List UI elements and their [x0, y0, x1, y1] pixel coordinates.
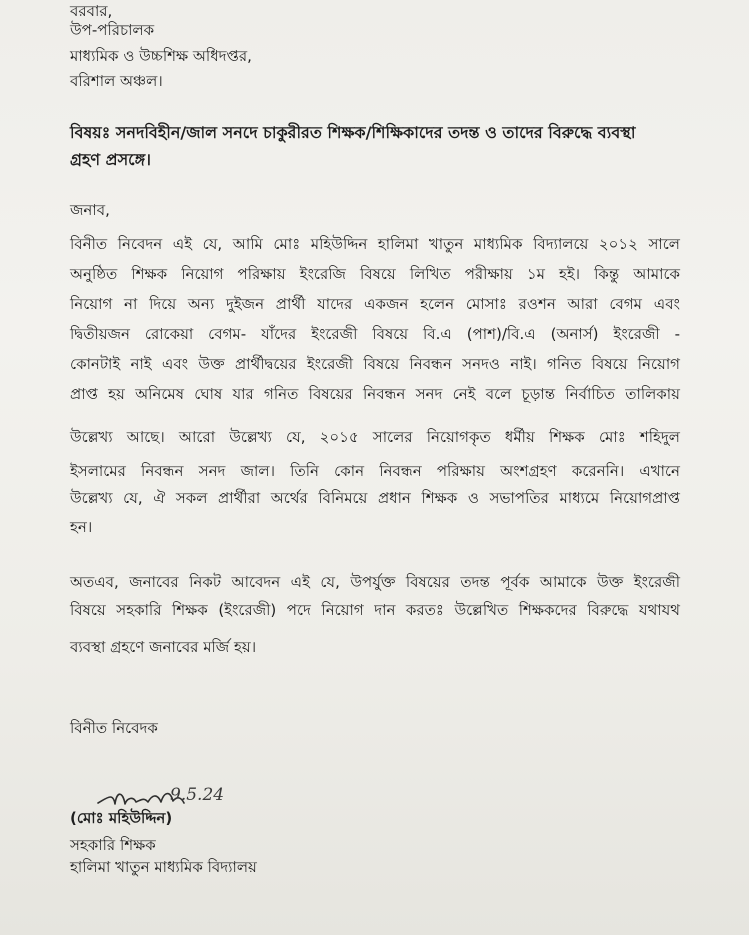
paragraph1-line-2: অনুষ্ঠিত শিক্ষক নিয়োগ পরিক্ষায় ইংরেজি বিষয়ে লিখিত পরীক্ষায় ১ম হই। কিন্তু আমাকে: [70, 265, 680, 283]
signatory-school: হালিমা খাতুন মাধ্যমিক বিদ্যালয়: [70, 858, 257, 876]
paragraph2-line-3: ব্যবস্থা গ্রহণে জনাবের মর্জি হয়।: [70, 638, 257, 656]
signature-date: 9.5.24: [170, 785, 225, 805]
paragraph1-line-3: নিয়োগ না দিয়ে অন্য দুইজন প্রার্থী যাদের একজন হলেন মোসাঃ রওশন আরা বেগম এবং: [70, 295, 680, 313]
paragraph1-line-10: হন।: [70, 518, 93, 536]
signatory-designation: সহকারি শিক্ষক: [70, 836, 156, 854]
recipient-greeting: বরবার,: [70, 2, 113, 20]
paragraph1-line-7: উল্লেখ্য আছে। আরো উল্লেখ্য যে, ২০১৫ সালের নিয়োগকৃত ধর্মীয় শিক্ষক মোঃ শহিদুল: [70, 428, 680, 446]
recipient-office: মাধ্যমিক ও উচ্চশিক্ষ অধিদপ্তর,: [70, 47, 252, 65]
paragraph1-line-1: বিনীত নিবেদন এই যে, আমি মোঃ মহিউদ্দিন হালিমা খাতুন মাধ্যমিক বিদ্যালয়ে ২০১২ সালে: [70, 235, 680, 253]
paragraph1-line-9: উল্লেখ্য যে, ঐ সকল প্রার্থীরা অর্থের বিনিময়ে প্রধান শিক্ষক ও সভাপতির মাধ্যমে নিয়োগপ্রাপ্ত: [70, 489, 680, 507]
paragraph1-line-4: দ্বিতীয়জন রোকেয়া বেগম- যাঁদের ইংরেজী বিষয়ে বি.এ (পাশ)/বি.এ (অনার্স) ইংরেজী -: [70, 325, 680, 343]
signatory-name: (মোঃ মহিউদ্দিন): [70, 809, 173, 827]
paragraph1-line-6: প্রাপ্ত হয় অনিমেষ ঘোষ যার গনিত বিষয়ের নিবন্ধন সনদ নেই বলে চূড়ান্ত নির্বাচিত তালিকায়: [70, 385, 680, 403]
closing: বিনীত নিবেদক: [70, 719, 158, 737]
recipient-region: বরিশাল অঞ্চল।: [70, 72, 163, 90]
subject-line-1: বিষয়ঃ সনদবিহীন/জাল সনদে চাকুরীরত শিক্ষক/শিক্ষিকাদের তদন্ত ও তাদের বিরুদ্ধে ব্যবস্থা: [70, 123, 636, 142]
paragraph1-line-8: ইসলামের নিবন্ধন সনদ জাল। তিনি কোন নিবন্ধন পরিক্ষায় অংশগ্রহণ করেননি। এখানে: [70, 462, 680, 480]
salutation: জনাব,: [70, 201, 110, 219]
paragraph2-line-1: অতএব, জনাবের নিকট আবেদন এই যে, উপর্যুক্ত বিষয়ের তদন্ত পূর্বক আমাকে উক্ত ইংরেজী: [70, 573, 680, 591]
subject-line-2: গ্রহণ প্রসঙ্গে।: [70, 150, 151, 169]
paragraph1-line-5: কোনটাই নাই এবং উক্ত প্রার্থীদ্বয়ের ইংরেজী বিষয়ে নিবন্ধন সনদও নাই। গনিত বিষয়ে নিয়োগ: [70, 355, 680, 373]
recipient-designation: উপ-পরিচালক: [70, 21, 155, 39]
paragraph2-line-2: বিষয়ে সহকারি শিক্ষক (ইংরেজী) পদে নিয়োগ দান করতঃ উল্লেখিত শিক্ষকদের বিরুদ্ধে যথাযথ: [70, 601, 680, 619]
